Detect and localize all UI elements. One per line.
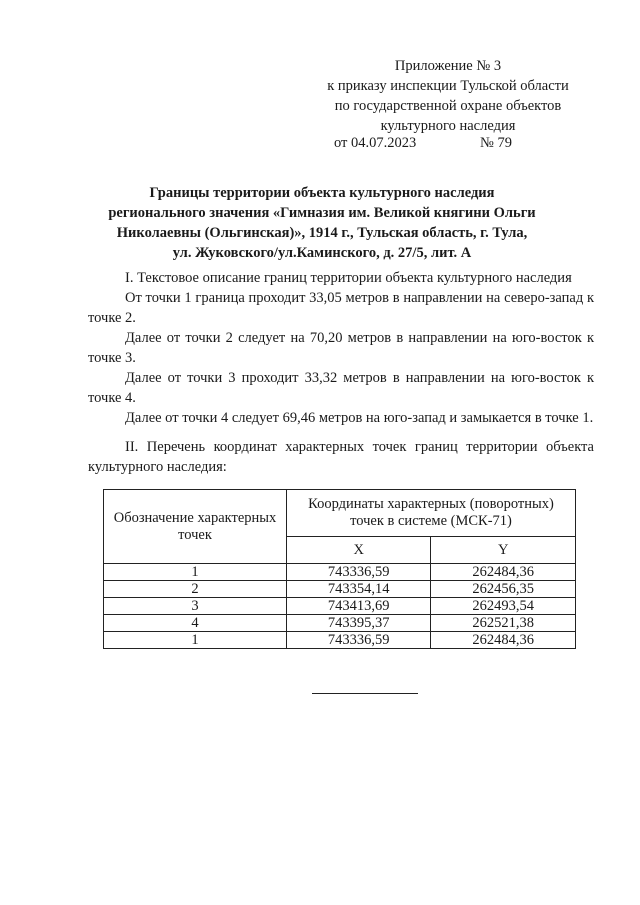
point-cell: 2 [104,581,287,598]
title-line: ул. Жуковского/ул.Каминского, д. 27/5, лит. А [172,245,472,261]
title-line: Николаевны (Ольгинская)», 1914 г., Тульская область, г. Тула, [116,225,528,241]
appendix-line: к приказу инспекции Тульской области [327,78,569,94]
section-1-heading: I. Текстовое описание границ территории объекта культурного наследия [125,270,572,286]
table-row [104,632,576,649]
section-text-description [88,268,594,428]
point-cell: 1 [104,564,287,581]
x-cell: 743395,37 [287,615,431,632]
y-header: Y [431,537,576,564]
y-cell: 262484,36 [431,632,576,649]
table-row [104,564,576,581]
x-cell: 743336,59 [287,564,431,581]
section-coordinates [88,437,594,477]
section-2-heading: II. Перечень координат характерных точек границ территории объекта культурного наследия: [88,439,594,475]
appendix-line: культурного наследия [380,118,516,134]
y-cell: 262456,35 [431,581,576,598]
y-cell: 262521,38 [431,615,576,632]
coordinates-group-header: Координаты характерных (поворотных) точек в системе (МСК-71) [287,490,576,537]
table-row [104,581,576,598]
description-paragraph: Далее от точки 4 следует 69,46 метров на юго-запад и замыкается в точке 1. [125,410,594,426]
point-label-header: Обозначение характерных точек [104,490,287,564]
x-cell: 743336,59 [287,632,431,649]
x-header: X [287,537,431,564]
point-cell: 4 [104,615,287,632]
point-cell: 1 [104,632,287,649]
appendix-block [300,56,596,136]
description-paragraph: От точки 1 граница проходит 33,05 метров в направлении на северо-запад к точке 2. [88,290,594,326]
point-cell: 3 [104,598,287,615]
coordinates-table [103,489,576,649]
title-line: Границы территории объекта культурного наследия [149,185,495,201]
y-cell: 262493,54 [431,598,576,615]
y-cell: 262484,36 [431,564,576,581]
table-row [104,598,576,615]
x-cell: 743354,14 [287,581,431,598]
table-row [104,615,576,632]
description-paragraph: Далее от точки 3 проходит 33,32 метров в направлении на юго-восток к точке 4. [88,370,594,406]
description-paragraph: Далее от точки 2 следует на 70,20 метров в направлении на юго-восток к точке 3. [88,330,594,366]
appendix-line: Приложение № 3 [394,58,502,74]
closing-divider [312,693,418,694]
document-title [92,183,552,263]
title-line: регионального значения «Гимназия им. Великой княгини Ольги [108,205,536,221]
order-date: от 04.07.2023 [334,135,417,151]
order-number: № 79 [480,135,512,151]
appendix-line: по государственной охране объектов [334,98,562,114]
x-cell: 743413,69 [287,598,431,615]
